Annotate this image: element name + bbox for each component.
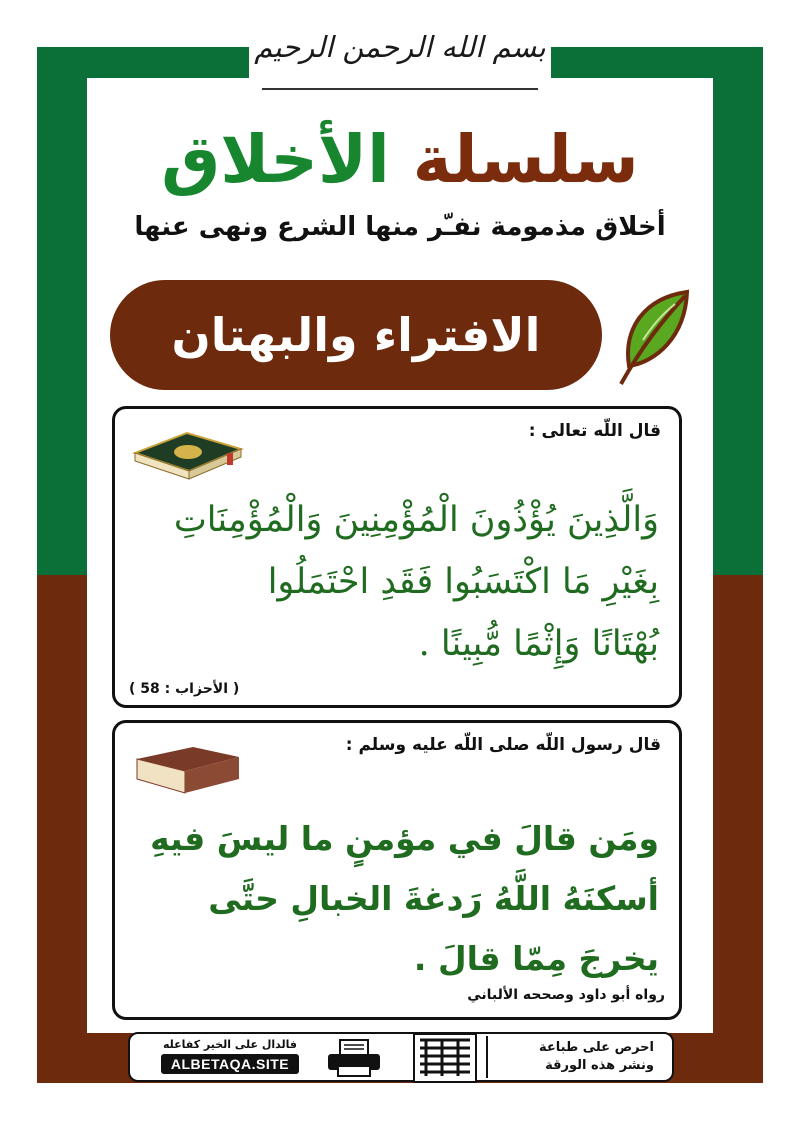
topic-title: الافتراء والبهتان bbox=[171, 308, 541, 362]
print-note bbox=[504, 1039, 654, 1075]
footer-site[interactable]: ALBETAQA.SITE bbox=[161, 1054, 299, 1074]
footer-divider bbox=[486, 1036, 488, 1078]
print-note-line: احرص على طباعة bbox=[539, 1040, 654, 1055]
leaf-icon bbox=[615, 288, 695, 388]
hadith-source: رواه أبو داود وصححه الألباني bbox=[467, 987, 665, 1003]
verse-line: وَالَّذِينَ يُؤْذُونَ الْمُؤْمِنِينَ وَالْمُؤْمِنَاتِ bbox=[173, 500, 659, 540]
hadith-line: أسكنَهُ اللَّهُ رَدغةَ الخبالِ حتَّى bbox=[208, 879, 659, 918]
quran-card bbox=[112, 406, 682, 708]
topic-banner bbox=[110, 280, 602, 390]
quran-verse bbox=[135, 489, 659, 675]
hadith-line: ومَن قالَ في مؤمنٍ ما ليسَ فيهِ bbox=[150, 819, 659, 858]
verse-line: بُهْتَانًا وَإِثْمًا مُّبِينًا . bbox=[418, 624, 659, 664]
hadith-line: يخرجَ مِمّا قالَ . bbox=[413, 939, 659, 978]
hadith-text bbox=[135, 809, 659, 989]
footer-tagline: فالدال على الخير كفاعله bbox=[162, 1038, 298, 1051]
footer-bar bbox=[128, 1032, 674, 1082]
title-word-ethics: الأخلاق bbox=[161, 121, 390, 198]
albetaqa-logo bbox=[412, 1032, 478, 1084]
title-word-series: سلسلة bbox=[412, 121, 639, 198]
quran-heading: قال اللّه تعالى : bbox=[528, 421, 661, 441]
bismillah-calligraphy: بسم الله الرحمن الرحيم bbox=[254, 30, 546, 64]
print-note-line: ونشر هذه الورقة bbox=[545, 1058, 654, 1073]
verse-reference: ( الأحزاب : 58 ) bbox=[129, 681, 240, 697]
printer-icon bbox=[326, 1038, 382, 1078]
series-subtitle: أخلاق مذمومة نفـّر منها الشرع ونهى عنها bbox=[134, 212, 666, 242]
hadith-heading: قال رسول اللّه صلى اللّه عليه وسلم : bbox=[345, 735, 661, 755]
series-title bbox=[100, 120, 700, 200]
quran-book-icon bbox=[127, 423, 247, 483]
footer-site-block bbox=[140, 1038, 320, 1074]
hadith-card bbox=[112, 720, 682, 1020]
bismillah-underline bbox=[262, 88, 538, 90]
verse-line: بِغَيْرِ مَا اكْتَسَبُوا فَقَدِ احْتَمَلُوا bbox=[267, 562, 659, 602]
book-icon bbox=[127, 737, 247, 797]
